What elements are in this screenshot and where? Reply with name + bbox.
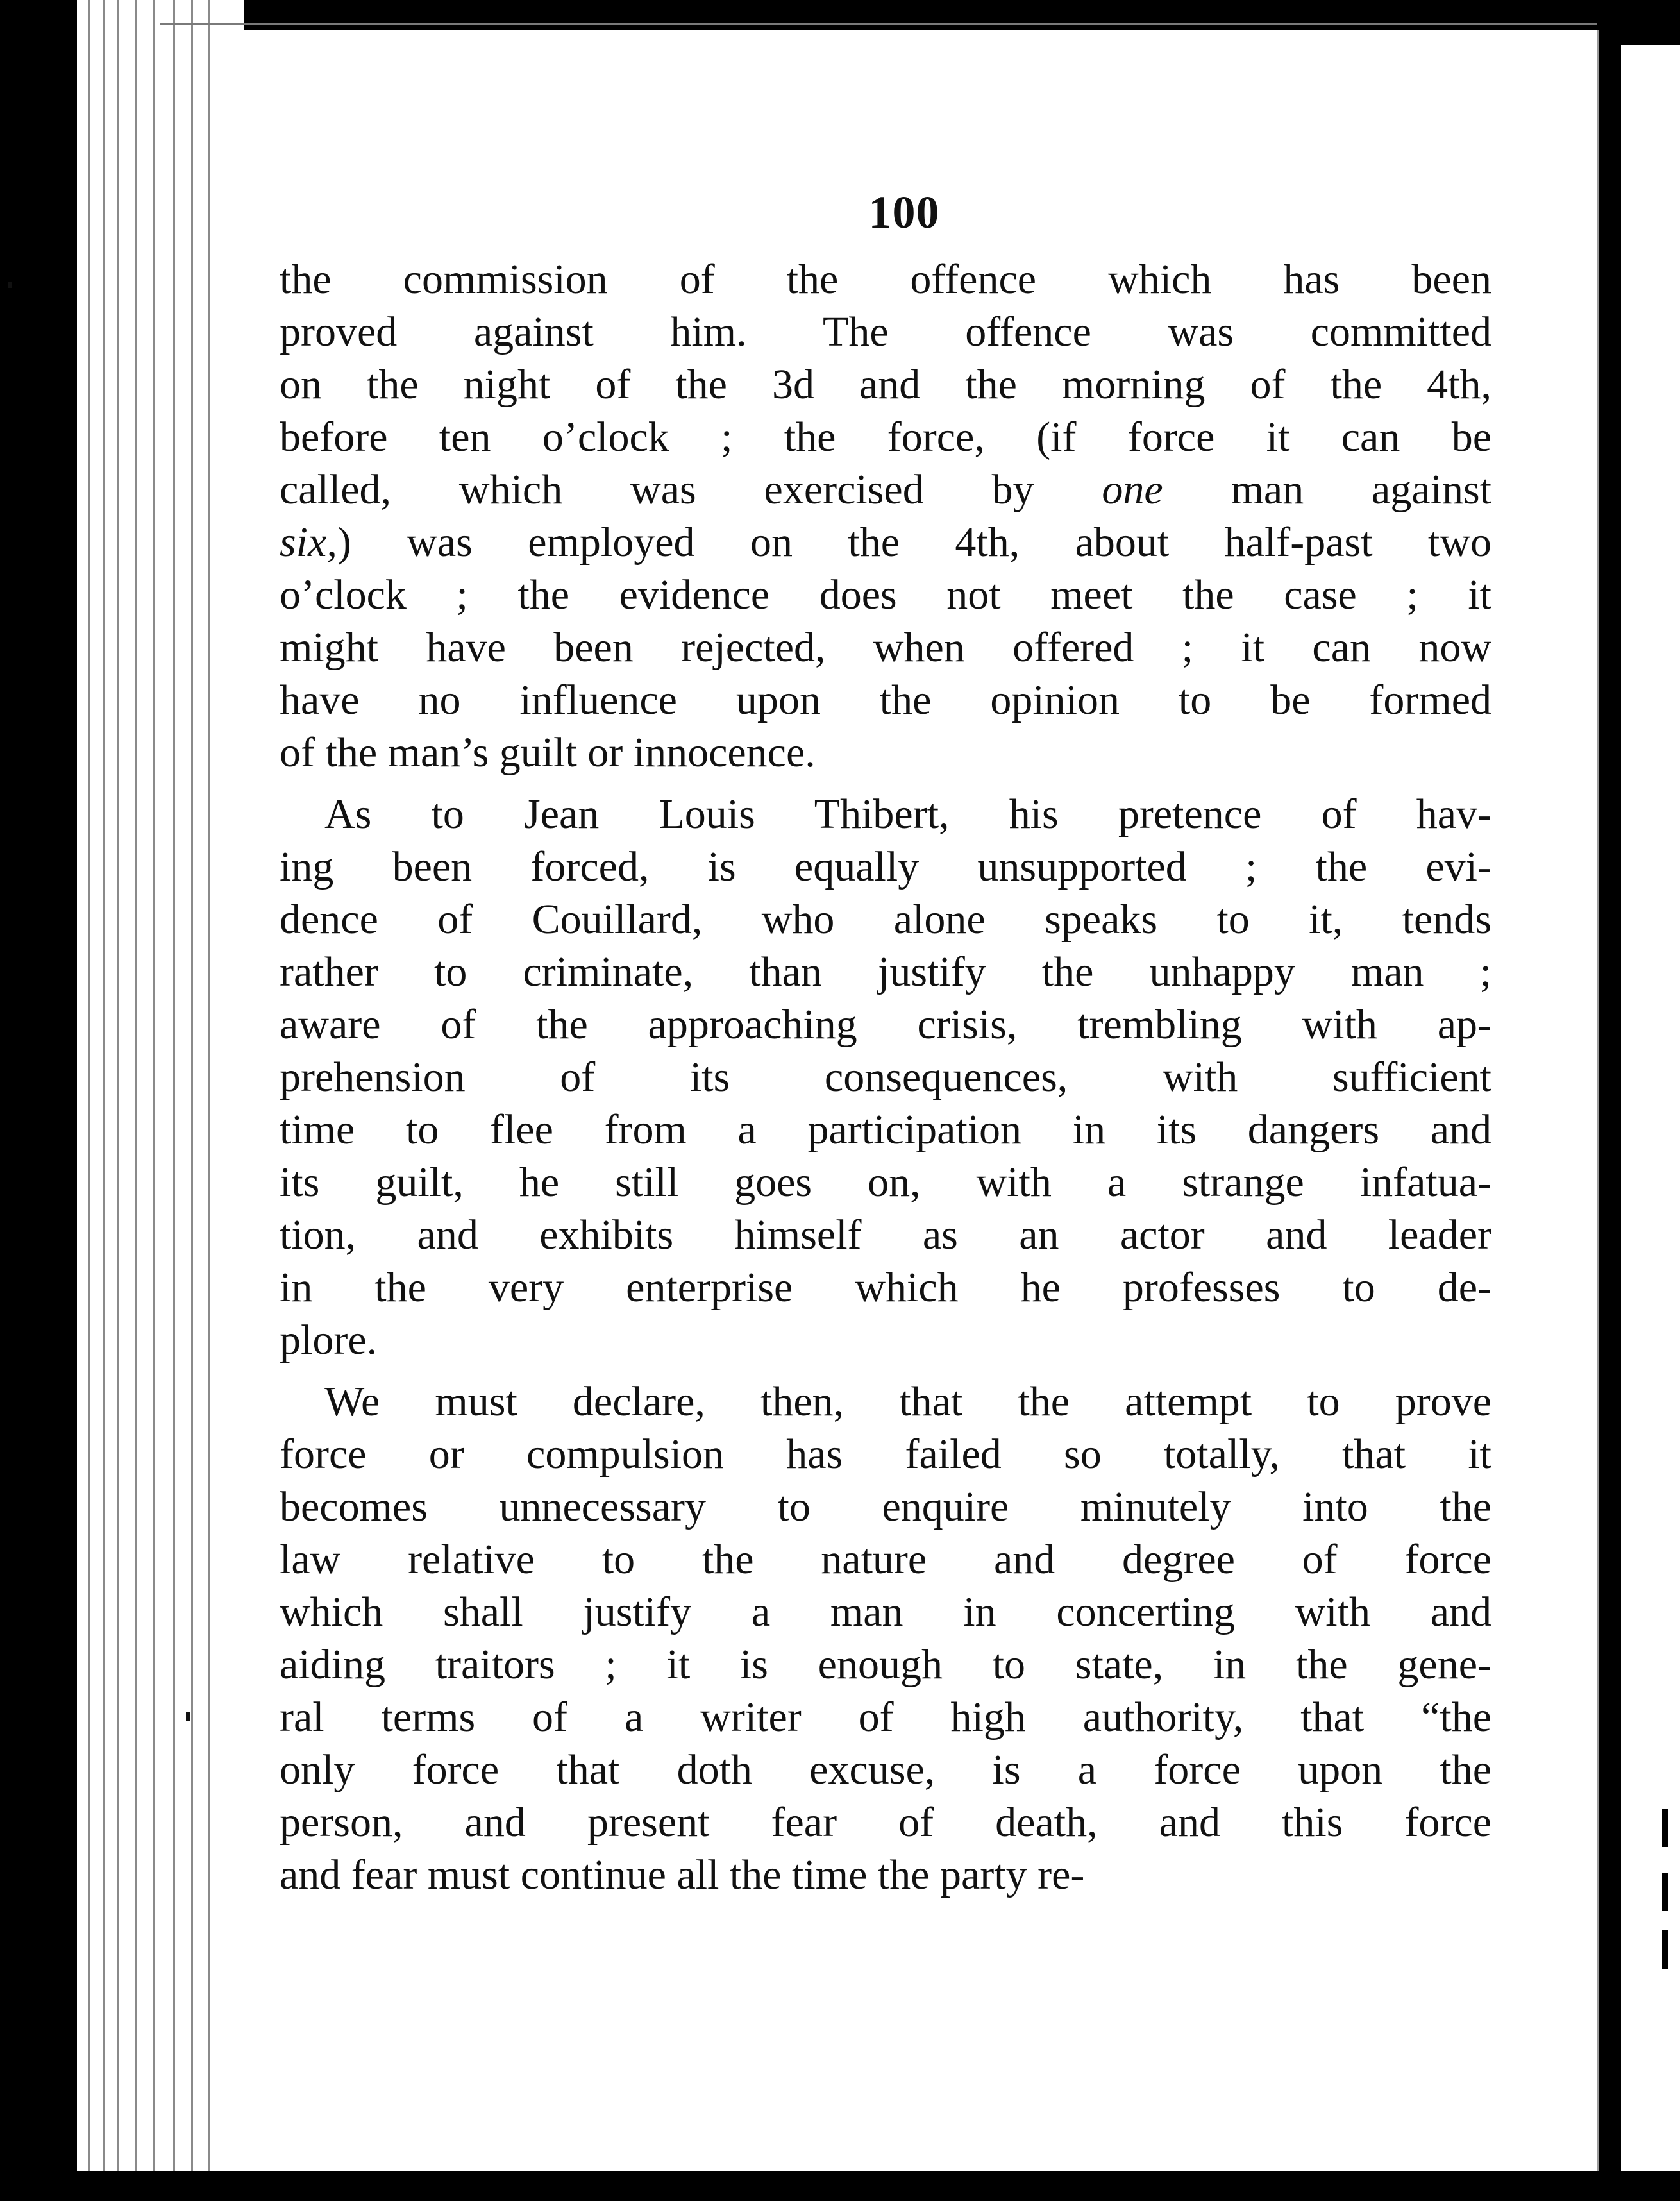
page-body-text: [280, 253, 1491, 1902]
text-line: on the night of the 3d and the morning of the 4th,: [280, 361, 1491, 408]
text-line: o’clock ; the evidence does not meet the case ; it: [280, 571, 1491, 618]
text-line: called, which was exercised by one man against: [280, 466, 1491, 513]
text-line: which shall justify a man in concerting with and: [280, 1589, 1491, 1635]
adjacent-page-strip: [1621, 45, 1680, 2171]
scan-bottom-border: [77, 2171, 1616, 2201]
text-line: of the man’s guilt or innocence.: [280, 729, 816, 776]
paragraph: [280, 253, 1491, 779]
page-number: 100: [868, 187, 940, 238]
page-top-edge: [160, 23, 1597, 25]
text-line: law relative to the nature and degree of force: [280, 1536, 1491, 1583]
paragraph: [280, 1376, 1491, 1902]
text-line: becomes unnecessary to enquire minutely into the: [280, 1483, 1491, 1530]
text-line: ral terms of a writer of high authority, that “the: [280, 1694, 1491, 1741]
text-line: force or compulsion has failed so totally, that it: [280, 1431, 1491, 1478]
text-line: in the very enterprise which he professes to de-: [280, 1264, 1491, 1311]
text-line: the commission of the offence which has been: [280, 256, 1491, 303]
text-line: and fear must continue all the time the party re-: [280, 1851, 1085, 1898]
stray-speck: [8, 282, 12, 288]
text-line: might have been rejected, when offered ; it can now: [280, 624, 1491, 671]
adjacent-page-mark: [1662, 1930, 1668, 1969]
paragraph-gap: [280, 1367, 1491, 1376]
text-line: aiding traitors ; it is enough to state, in the gene-: [280, 1641, 1491, 1688]
text-line: person, and present fear of death, and this force: [280, 1799, 1491, 1846]
text-line: before ten o’clock ; the force, (if force it can be: [280, 414, 1491, 460]
adjacent-page-mark: [1662, 1809, 1668, 1847]
text-line: prehension of its consequences, with sufficient: [280, 1054, 1491, 1100]
text-line: As to Jean Louis Thibert, his pretence of hav-: [324, 791, 1491, 838]
text-line: only force that doth excuse, is a force upon the: [280, 1746, 1491, 1793]
adjacent-page-mark: [1662, 1873, 1668, 1911]
text-line: its guilt, he still goes on, with a strange infatua-: [280, 1159, 1491, 1206]
paragraph-gap: [280, 779, 1491, 788]
text-line: have no influence upon the opinion to be formed: [280, 677, 1491, 723]
text-line: We must declare, then, that the attempt to prove: [324, 1378, 1491, 1425]
text-line: proved against him. The offence was committed: [280, 308, 1491, 355]
stray-speck: [186, 1712, 190, 1721]
text-line: aware of the approaching crisis, trembling with ap-: [280, 1001, 1491, 1048]
text-line: plore.: [280, 1317, 378, 1363]
text-line: time to flee from a participation in its dangers and: [280, 1106, 1491, 1153]
text-line: tion, and exhibits himself as an actor and leader: [280, 1211, 1491, 1258]
paragraph: [280, 788, 1491, 1367]
text-line: rather to criminate, than justify the unhappy man ;: [280, 949, 1491, 995]
text-line: six,) was employed on the 4th, about half-past two: [280, 519, 1491, 566]
text-line: ing been forced, is equally unsupported ; the evi-: [280, 843, 1491, 890]
text-line: dence of Couillard, who alone speaks to it, tends: [280, 896, 1491, 943]
